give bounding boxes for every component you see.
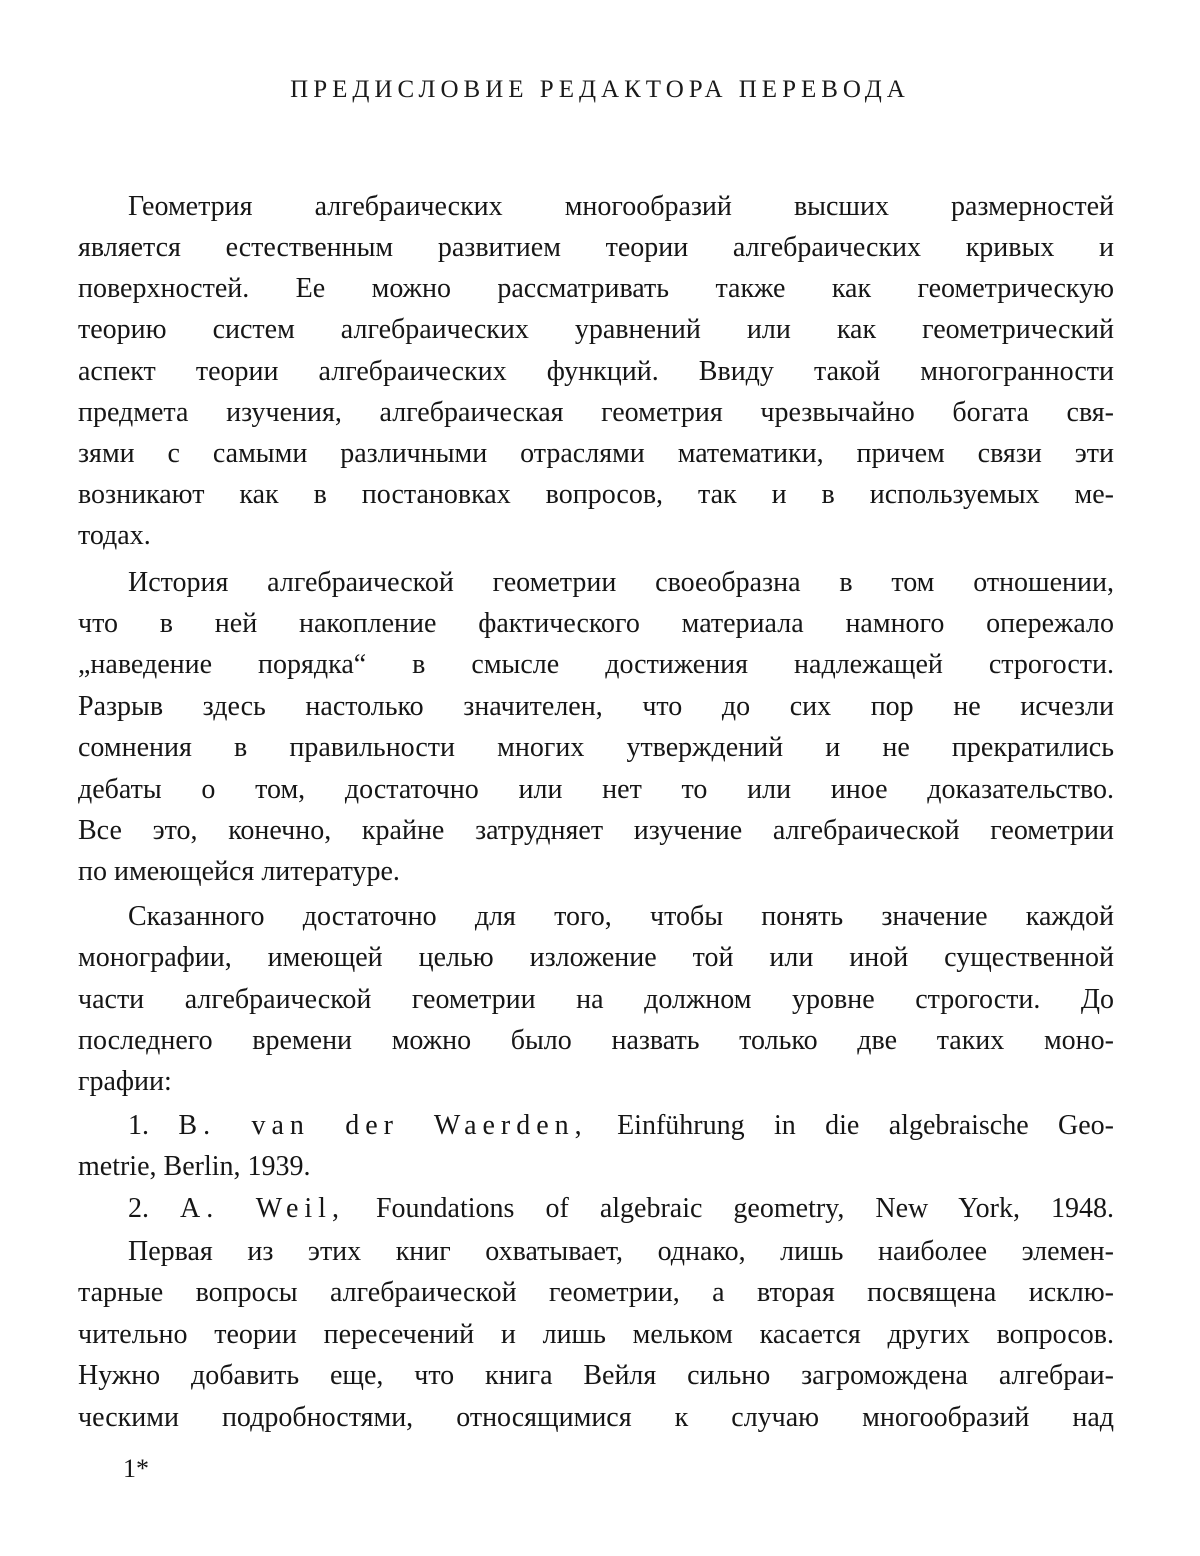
text-line: „наведение порядка“ в смысле достижения надлежащей строгости.: [78, 649, 1114, 680]
text-line: История алгебраической геометрии своеобразна в том отношении,: [128, 567, 1114, 598]
text-line: предмета изучения, алгебраическая геометрия чрезвычайно богата свя-: [78, 397, 1114, 428]
text-line: зями с самыми различными отраслями математики, причем связи эти: [78, 438, 1114, 469]
text-line: является естественным развитием теории алгебраических кривых и: [78, 232, 1114, 263]
text-line: что в ней накопление фактического материала намного опережало: [78, 608, 1114, 639]
reference-number: 1.: [128, 1110, 149, 1141]
reference-1: [128, 1107, 1114, 1145]
reference-author: A. Weil,: [180, 1193, 345, 1224]
text-line: чительно теории пересечений и лишь мельком касается других вопросов.: [78, 1319, 1114, 1350]
text-line: Первая из этих книг охватывает, однако, лишь наиболее элемен-: [128, 1236, 1114, 1267]
reference-title: Einführung in die algebraische Geo-: [617, 1110, 1115, 1141]
text-line: ческими подробностями, относящимися к случаю многообразий над: [78, 1402, 1114, 1433]
text-line: графии:: [78, 1066, 172, 1097]
text-line: тодах.: [78, 520, 151, 551]
page-title: ПРЕДИСЛОВИЕ РЕДАКТОРА ПЕРЕВОДА: [290, 76, 910, 103]
text-line: metrie, Berlin, 1939.: [78, 1151, 311, 1182]
signature-mark: 1*: [123, 1454, 149, 1483]
text-line: дебаты о том, достаточно или нет то или иное доказательство.: [78, 774, 1114, 805]
text-line: поверхностей. Ее можно рассматривать также как геометрическую: [78, 273, 1114, 304]
text-line: монографии, имеющей целью изложение той или иной существенной: [78, 942, 1114, 973]
reference-2: [128, 1190, 1114, 1228]
text-line: Геометрия алгебраических многообразий высших размерностей: [128, 191, 1114, 222]
text-line: последнего времени можно было назвать только две таких моно-: [78, 1025, 1114, 1056]
text-line: возникают как в постановках вопросов, так и в используемых ме-: [78, 479, 1114, 510]
text-line: сомнения в правильности многих утверждений и не прекратились: [78, 732, 1114, 763]
reference-title: Foundations of algebraic geometry, New York, 1948.: [375, 1193, 1115, 1224]
reference-number: 2.: [128, 1193, 149, 1224]
text-line: тарные вопросы алгебраической геометрии, а вторая посвящена исклю-: [78, 1277, 1114, 1308]
text-line: Нужно добавить еще, что книга Вейля сильно загромождена алгебраи-: [78, 1360, 1114, 1391]
text-line: аспект теории алгебраических функций. Ввиду такой многогранности: [78, 356, 1114, 387]
text-line: теорию систем алгебраических уравнений или как геометрический: [78, 314, 1114, 345]
text-line: Сказанного достаточно для того, чтобы понять значение каждой: [128, 901, 1114, 932]
text-line: части алгебраической геометрии на должном уровне строгости. До: [78, 984, 1114, 1015]
text-line: Разрыв здесь настолько значителен, что до сих пор не исчезли: [78, 691, 1114, 722]
text-line: Все это, конечно, крайне затрудняет изучение алгебраической геометрии: [78, 815, 1114, 846]
text-line: по имеющейся литературе.: [78, 856, 400, 887]
reference-author: B. van der Waerden,: [178, 1110, 588, 1141]
